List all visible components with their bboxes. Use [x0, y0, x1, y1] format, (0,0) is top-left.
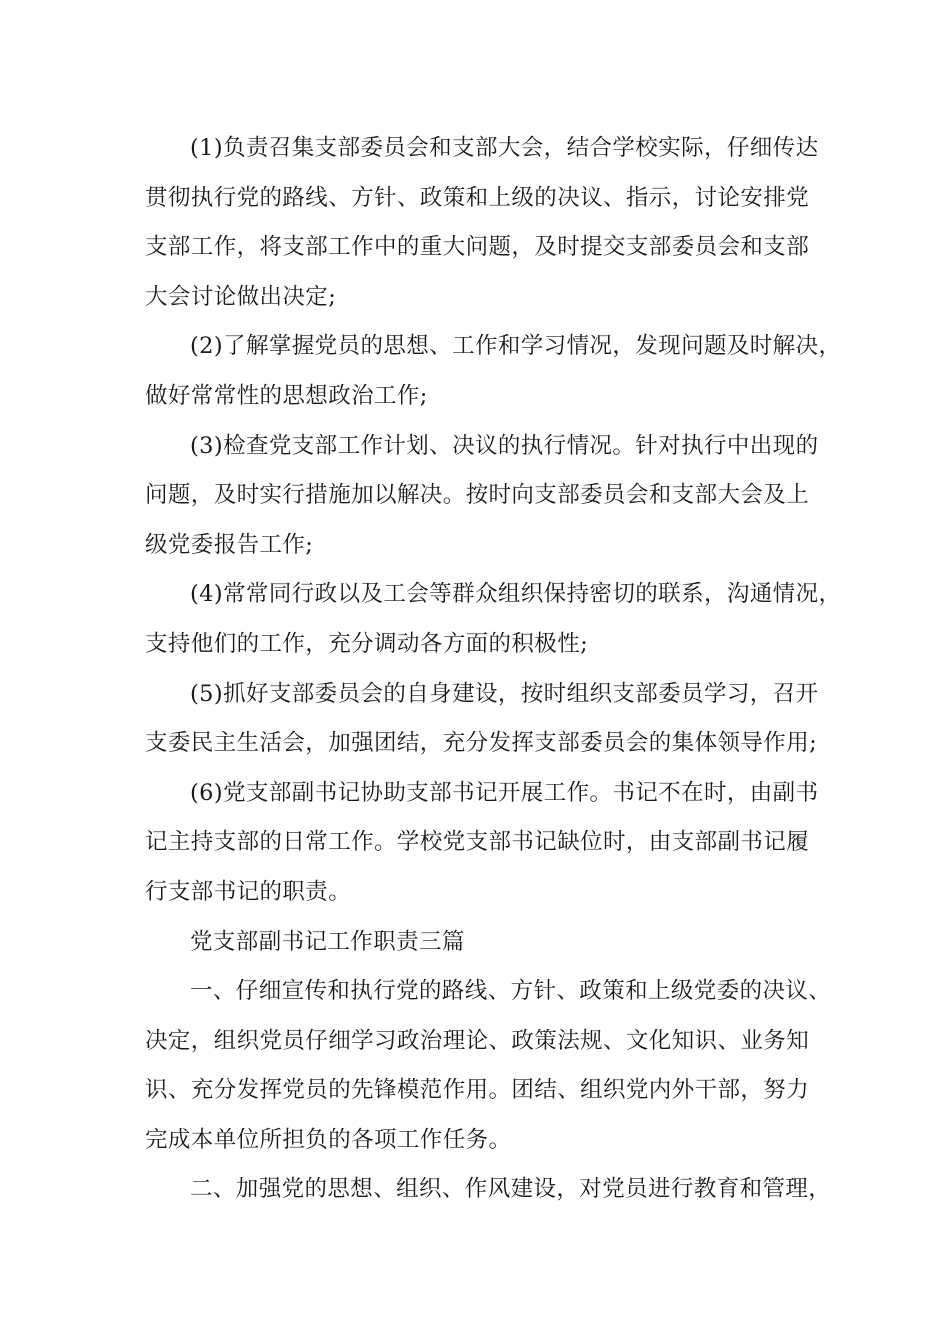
- paragraph-line: (3)检查党支部工作计划、决议的执行情况。针对执行中出现的: [190, 432, 819, 459]
- paragraph-line: (6)党支部副书记协助支部书记开展工作。书记不在时，由副书: [190, 779, 819, 806]
- paragraph-line: 一、仔细宣传和执行党的路线、方针、政策和上级党委的决议、: [190, 978, 832, 1005]
- paragraph-line: 大会讨论做出决定;: [145, 283, 337, 310]
- paragraph-line: 记主持支部的日常工作。学校党支部书记缺位时，由支部副书记履: [145, 829, 810, 856]
- paragraph-line: 二、加强党的思想、组织、作风建设，对党员进行教育和管理，: [190, 1176, 832, 1203]
- paragraph-line: 完成本单位所担负的各项工作任务。: [145, 1126, 512, 1153]
- paragraph-line: 支部工作，将支部工作中的重大问题，及时提交支部委员会和支部: [145, 234, 810, 261]
- paragraph-line: 行支部书记的职责。: [145, 878, 352, 905]
- paragraph-line: 决定，组织党员仔细学习政治理论、政策法规、文化知识、业务知: [145, 1027, 810, 1054]
- paragraph-line: 问题，及时实行措施加以解决。按时向支部委员会和支部大会及上: [145, 482, 810, 509]
- paragraph-line: (5)抓好支部委员会的自身建设，按时组织支部委员学习，召开: [190, 680, 819, 707]
- section-heading: 党支部副书记工作职责三篇: [190, 928, 465, 955]
- paragraph-line: 做好常常性的思想政治工作;: [145, 382, 428, 409]
- paragraph-line: (2)了解掌握党员的思想、工作和学习情况，发现问题及时解决，: [190, 333, 842, 360]
- paragraph-line: (1)负责召集支部委员会和支部大会，结合学校实际，仔细传达: [190, 135, 819, 161]
- paragraph-line: (4)常常同行政以及工会等群众组织保持密切的联系，沟通情况，: [190, 581, 842, 608]
- paragraph-line: 级党委报告工作;: [145, 531, 314, 558]
- paragraph-line: 支委民主生活会，加强团结，充分发挥支部委员会的集体领导作用;: [145, 730, 818, 757]
- paragraph-line: 贯彻执行党的路线、方针、政策和上级的决议、指示，讨论安排党: [145, 184, 810, 211]
- paragraph-line: 识、充分发挥党员的先锋模范作用。团结、组织党内外干部，努力: [145, 1077, 810, 1104]
- paragraph-line: 支持他们的工作，充分调动各方面的积极性;: [145, 630, 589, 657]
- document-body: [145, 124, 842, 1215]
